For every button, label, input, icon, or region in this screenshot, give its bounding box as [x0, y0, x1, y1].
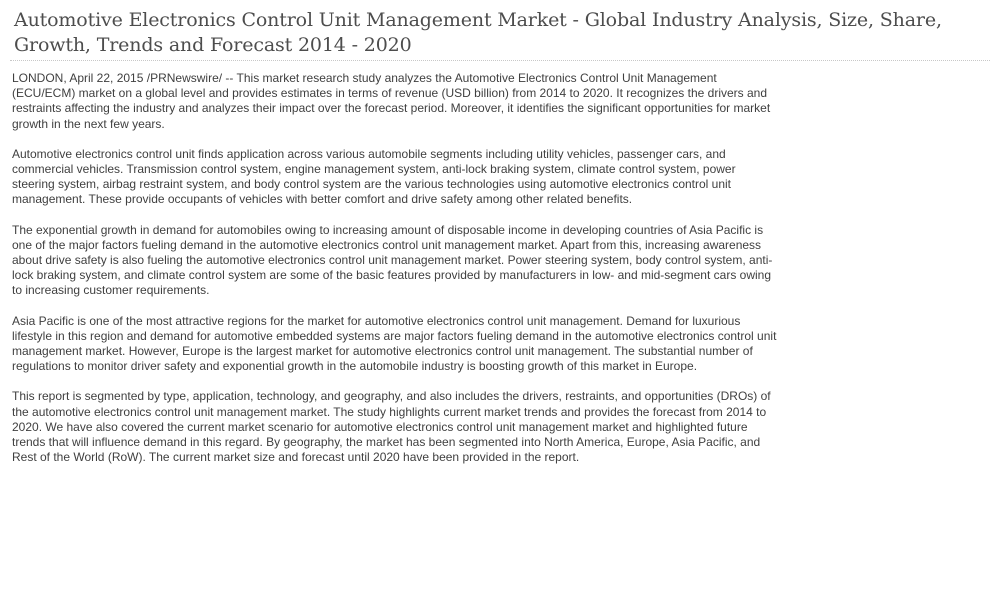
article-headline: Automotive Electronics Control Unit Management Market - Global Industry Analysis, Size, Share, Growth, Trends and Forecast 2014 - 2020	[14, 9, 942, 56]
headline-divider	[10, 60, 990, 61]
article-paragraph: Asia Pacific is one of the most attractive regions for the market for automotive electronics control unit management. Demand for luxurious lifestyle in this region and demand for automotive embedded systems are major factors fueling demand in the automotive electronics control unit management market. However, Europe is the largest market for automotive electronics control unit management. The substantial number of regulations to monitor driver safety and exponential growth in the automobile industry is boosting growth of this market in Europe.	[12, 313, 777, 374]
article-paragraph: LONDON, April 22, 2015 /PRNewswire/ -- This market research study analyzes the Automotive Electronics Control Unit Management (ECU/ECM) market on a global level and provides estimates in terms of revenue (USD billion) from 2014 to 2020. It recognizes the drivers and restraints affecting the industry and analyzes their impact over the forecast period. Moreover, it identifies the significant opportunities for market growth in the next few years.	[12, 71, 771, 131]
article-paragraph: The exponential growth in demand for automobiles owing to increasing amount of disposable income in developing countries of Asia Pacific is one of the major factors fueling demand in the automotive electronics control unit management market. Apart from this, increasing awareness about drive safety is also fueling the automotive electronics control unit management market. Power steering system, body control system, anti-lock braking system, and climate control system are some of the basic features provided by manufacturers in low- and mid-segment cars owing to increasing customer requirements.	[12, 222, 773, 298]
article-paragraph: Automotive electronics control unit finds application across various automobile segments including utility vehicles, passenger cars, and commercial vehicles. Transmission control system, engine management system, anti-lock braking system, climate control system, power steering system, airbag restraint system, and body control system are the various technologies using automotive electronics control unit management. These provide occupants of vehicles with better comfort and drive safety among other related benefits.	[12, 146, 736, 207]
article-body	[12, 71, 780, 480]
article-paragraph: This report is segmented by type, application, technology, and geography, and also includes the drivers, restraints, and opportunities (DROs) of the automotive electronics control unit management market. The study highlights current market trends and provides the forecast from 2014 to 2020. We have also covered the current market scenario for automotive electronics control unit management market and highlighted future trends that will influence demand in this regard. By geography, the market has been segmented into North America, Europe, Asia Pacific, and Rest of the World (RoW). The current market size and forecast until 2020 have been provided in the report.	[12, 389, 771, 465]
